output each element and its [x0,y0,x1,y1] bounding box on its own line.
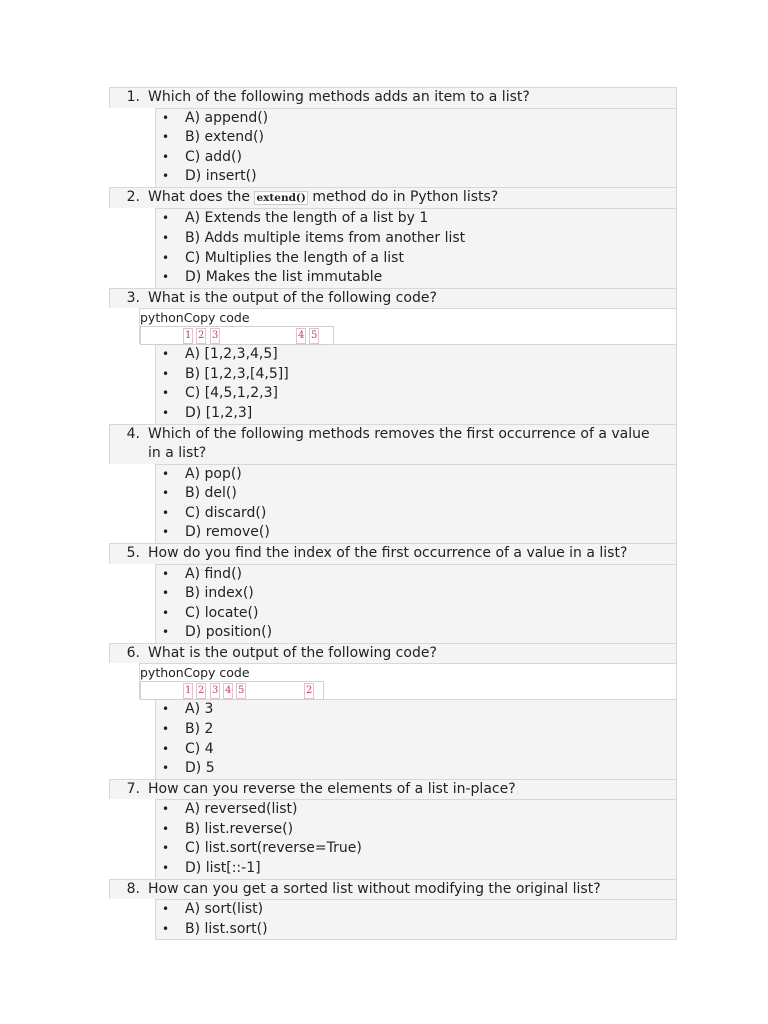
question-number: 7. [126,780,140,797]
option-item: • A) Extends the length of a list by 1 [156,209,676,229]
code-token: 4 [296,328,306,344]
question-number: 5. [126,545,140,561]
question-text-after: method do in Python lists? [307,188,499,205]
option-item: • A) pop() [156,465,676,485]
option-item: • D) insert() [156,167,676,187]
question-text [140,188,676,209]
options-list-4 [155,464,677,543]
question-text: Which of the following methods adds an item to a list? [148,89,530,105]
option-item: • C) Multiplies the length of a list [156,249,676,269]
code-token: 3 [210,683,220,699]
question-text: How can you get a sorted list without modifying the original list? [148,880,601,897]
option-item: • C) [4,5,1,2,3] [156,384,676,404]
options-list-8 [155,899,677,940]
code-token: 2 [304,683,314,699]
option-item: • D) Makes the list immutable [156,268,676,288]
question-5 [109,543,677,564]
option-item: • A) reversed(list) [156,800,676,820]
option-item: • B) del() [156,484,676,504]
question-number: 8. [126,880,140,897]
option-item: • C) 4 [156,740,676,760]
code-block-1 [139,308,677,344]
option-item: • D) remove() [156,523,676,543]
code-language-label: python [140,665,184,681]
code-block-header [140,309,250,327]
option-item: • D) position() [156,623,676,643]
inline-code: extend() [256,191,306,204]
options-list-2 [155,208,677,287]
options-list-5 [155,564,677,643]
option-item: • B) Adds multiple items from another list [156,229,676,249]
code-token: 2 [196,683,206,699]
code-line [140,681,324,700]
question-text: What is the output of the following code? [148,289,437,306]
option-item: • B) list.sort() [156,920,676,940]
copy-code-button[interactable]: Copy code [183,665,250,681]
option-item: • B) extend() [156,128,676,148]
options-list-6 [155,699,677,778]
question-number: 4. [126,425,140,442]
code-token: 5 [236,683,246,699]
code-token: 5 [309,328,319,344]
question-text: Which of the following methods removes the first occurrence of a value in a list? [148,425,650,462]
options-list-1 [155,108,677,187]
code-line [140,326,334,345]
option-item: • A) [1,2,3,4,5] [156,345,676,365]
options-list-7 [155,799,677,878]
question-text-before: What does the [148,188,255,205]
question-3 [109,288,677,309]
quiz-document [109,87,677,940]
code-block-header [140,664,250,682]
option-item: • C) add() [156,148,676,168]
question-7 [109,779,677,800]
option-item: • A) find() [156,565,676,585]
option-item: • D) 5 [156,759,676,779]
question-6 [109,643,677,664]
option-item: • C) locate() [156,604,676,624]
option-item: • B) index() [156,584,676,604]
question-text: How do you find the index of the first occurrence of a value in a list? [148,545,628,561]
option-item: • C) discard() [156,504,676,524]
question-8 [109,879,677,900]
question-number: 6. [126,644,140,661]
option-item: • A) 3 [156,700,676,720]
option-item: • C) list.sort(reverse=True) [156,839,676,859]
question-text: How can you reverse the elements of a list in-place? [148,780,516,797]
question-number: 3. [126,289,140,306]
copy-code-button[interactable]: Copy code [183,310,250,326]
question-1 [109,87,677,108]
code-language-label: python [140,310,184,326]
option-item: • B) [1,2,3,[4,5]] [156,365,676,385]
option-item: • A) sort(list) [156,900,676,920]
question-number: 2. [126,188,140,205]
question-number: 1. [126,89,140,105]
code-block-2 [139,663,677,699]
code-token: 3 [210,328,220,344]
option-item: • B) list.reverse() [156,820,676,840]
question-4 [109,424,677,464]
code-token: 4 [223,683,233,699]
option-item: • B) 2 [156,720,676,740]
option-item: • D) list[::-1] [156,859,676,879]
code-token: 2 [196,328,206,344]
question-text: What is the output of the following code? [148,644,437,661]
options-list-3 [155,344,677,423]
option-item: • A) append() [156,109,676,129]
option-item: • D) [1,2,3] [156,404,676,424]
question-2 [109,187,677,209]
code-token: 1 [183,683,193,699]
code-token: 1 [183,328,193,344]
